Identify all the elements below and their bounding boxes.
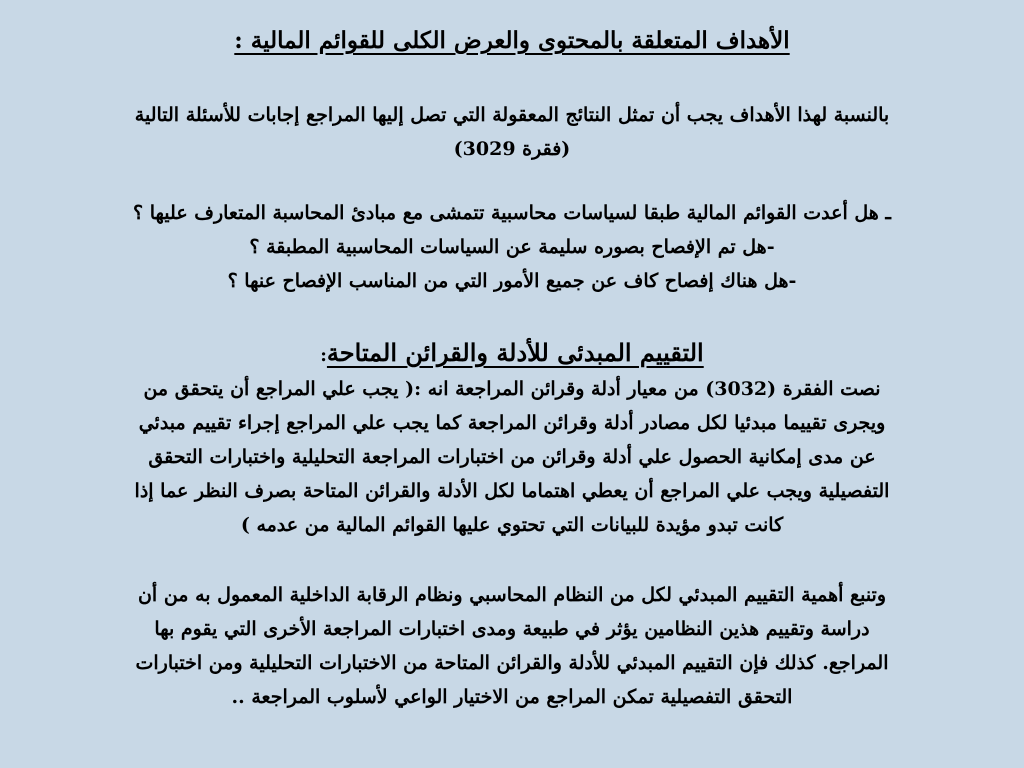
intro-line-1: بالنسبة لهذا الأهداف يجب أن تمثل النتائج المعقولة التي تصل إليها المراجع إجابات للأسئلة التالية bbox=[134, 104, 890, 126]
intro-line-2: (فقرة 3029) bbox=[453, 138, 571, 160]
importance-paragraph bbox=[60, 578, 964, 714]
para2-line: المراجع. كذلك فإن التقييم المبدئي للأدلة والقرائن المتاحة من الاختبارات التحليلية ومن اختبارات bbox=[135, 652, 889, 674]
para2-line: التحقق التفصيلية تمكن المراجع من الاختيار الواعي لأسلوب المراجعة .. bbox=[231, 686, 793, 708]
section-heading-text: التقييم المبدئى للأدلة والقرائن المتاحة bbox=[326, 338, 704, 367]
para1-line: عن مدى إمكانية الحصول علي أدلة وقرائن من اختبارات المراجعة التحليلية واختبارات التحقق bbox=[148, 446, 876, 468]
question-item: -هل هناك إفصاح كاف عن جميع الأمور التي من المناسب الإفصاح عنها ؟ bbox=[227, 270, 797, 292]
para2-line: دراسة وتقييم هذين النظامين يؤثر في طبيعة ومدى اختبارات المراجعة الأخرى التي يقوم بها bbox=[154, 618, 870, 640]
section-heading bbox=[60, 336, 964, 373]
slide-title-text: الأهداف المتعلقة بالمحتوى والعرض الكلى للقوائم المالية : bbox=[234, 27, 790, 54]
para1-line: ويجرى تقييما مبدئيا لكل مصادر أدلة وقرائن المراجعة كما يجب علي المراجع إجراء تقييم مبدئي bbox=[138, 412, 886, 434]
question-item: ـ هل أعدت القوائم المالية طبقا لسياسات محاسبية تتمشى مع مبادئ المحاسبة المتعارف عليها ؟ bbox=[133, 202, 891, 224]
para1-line: كانت تبدو مؤيدة للبيانات التي تحتوي عليها القوائم المالية من عدمه ) bbox=[240, 514, 784, 536]
slide-title bbox=[60, 24, 964, 58]
questions-list bbox=[60, 196, 964, 298]
para1-line: نصت الفقرة (3032) من معيار أدلة وقرائن المراجعة انه :( يجب علي المراجع أن يتحقق من bbox=[143, 378, 881, 400]
question-item: -هل تم الإفصاح بصوره سليمة عن السياسات المحاسبية المطبقة ؟ bbox=[249, 236, 775, 258]
section-heading-colon: : bbox=[320, 345, 327, 366]
intro-paragraph bbox=[30, 98, 994, 166]
standard-quote-paragraph bbox=[60, 372, 964, 542]
para1-line: التفصيلية ويجب علي المراجع أن يعطي اهتماما لكل الأدلة والقرائن المتاحة بصرف النظر عما إذا bbox=[134, 480, 890, 502]
para2-line: وتنبع أهمية التقييم المبدئي لكل من النظام المحاسبي ونظام الرقابة الداخلية المعمول به من أن bbox=[137, 584, 887, 606]
